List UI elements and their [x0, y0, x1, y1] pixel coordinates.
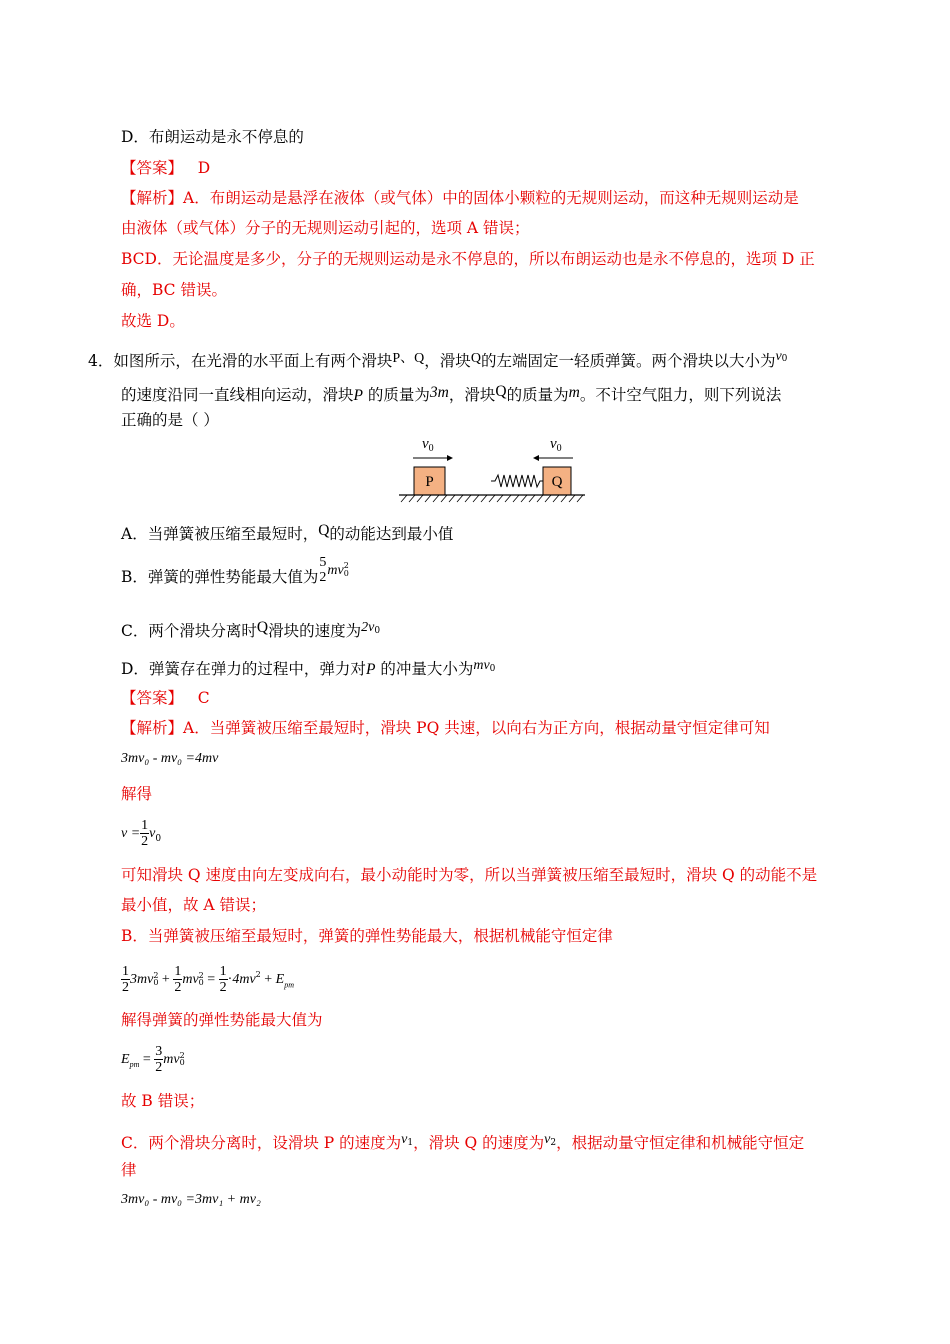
q3-option-d: D．布朗运动是永不停息的: [121, 128, 304, 146]
arrowhead-right: [447, 455, 453, 461]
q3-analysis-line5: 故选 D。: [121, 312, 185, 330]
equation-energy: $\frac{1}{2}$ 3mv 2 0 + $\frac{1}{2}$ mv 2 0 = $\frac{1}{2}$ $\cdot 4mv^2 + E_{pm}$: [122, 963, 294, 995]
ground-hatching: [401, 495, 583, 502]
answer-value: C: [197, 689, 210, 707]
block-p-label: P: [425, 474, 434, 490]
q4-analysis-b2: 故 B 错误；: [121, 1092, 205, 1110]
q4-stem-line2: 的速度沿同一直线相向运动，滑块P 的质量为3m，滑块Q的质量为m。不计空气阻力，则下列说法: [121, 383, 782, 404]
q4-stem-line1: 4．如图所示，在光滑的水平面上有两个滑块P、Q，滑块Q的左端固定一轻质弹簧。两个滑块以大小为$v_0$: [88, 349, 788, 370]
q3-analysis-line1: 【解析】A．布朗运动是悬浮在液体（或气体）中的固体小颗粒的无规则运动，而这种无规则运动是: [121, 189, 799, 207]
q4-answer: [121, 688, 210, 708]
q4-option-c: C．两个滑块分离时Q滑块的速度为$2v_0$: [121, 619, 381, 640]
q4-analysis-a: 【解析】A．当弹簧被压缩至最短时，滑块 PQ 共速，以向右为正方向，根据动量守恒定律可知: [121, 719, 770, 737]
question-number: 4．: [88, 352, 114, 370]
answer-label: 【答案】: [121, 159, 184, 177]
velocity-label-right: $v_0$: [550, 436, 562, 454]
solve-text-2: 解得弹簧的弹性势能最大值为: [121, 1011, 323, 1029]
analysis-label: 【解析】: [121, 719, 184, 737]
q3-analysis-line3: BCD．无论温度是多少，分子的无规则运动是永不停息的，所以布朗运动也是永不停息的，选项 D 正: [121, 250, 815, 268]
q4-analysis-a3: 最小值，故 A 错误；: [121, 896, 267, 914]
q4-option-b: B．弹簧的弹性势能最大值为 5 2 mv 2 0: [121, 555, 349, 586]
q4-analysis-c: C．两个滑块分离时，设滑块 P 的速度为$v_1$，滑块 Q 的速度为$v_2$，根据动量守恒定律和机械能守恒定: [121, 1132, 805, 1152]
block-q-label: Q: [551, 474, 563, 490]
answer-value: D: [197, 159, 211, 177]
answer-label: 【答案】: [121, 689, 184, 707]
q3-analysis-line4: 确，BC 错误。: [121, 281, 227, 299]
q4-option-a: A．当弹簧被压缩至最短时，Q的动能达到最小值: [121, 522, 454, 543]
fraction: 5 2: [319, 555, 327, 585]
q3-analysis-line2: 由液体（或气体）分子的无规则运动引起的，选项 A 错误；: [121, 219, 530, 237]
q4-option-d: D．弹簧存在弹力的过程中，弹力对P 的冲量大小为$mv_0$: [121, 658, 496, 678]
spring: [491, 475, 543, 487]
q3-answer: [121, 158, 210, 178]
q4-analysis-c2: 律: [121, 1161, 137, 1179]
sliders-diagram: [395, 432, 590, 507]
arrowhead-left: [533, 455, 539, 461]
velocity-label-left: $v_0$: [422, 436, 434, 454]
q4-analysis-b: B．当弹簧被压缩至最短时，弹簧的弹性势能最大，根据机械能守恒定律: [121, 927, 613, 945]
analysis-label: 【解析】: [121, 189, 184, 207]
q4-analysis-a2: 可知滑块 Q 速度由向左变成向右，最小动能时为零，所以当弹簧被压缩至最短时，滑块 Q 的动能不是: [121, 866, 818, 884]
solve-text-1: 解得: [121, 785, 153, 803]
q4-stem-line3: 正确的是（ ）: [121, 411, 219, 429]
equation-momentum-1: 3mv₀ - mv₀ =4mv: [121, 751, 219, 766]
equation-max-energy: $E_{pm}$ = $\frac{3}{2}$ mv 2 0: [121, 1043, 185, 1075]
equation-common-velocity: v = $\frac{1}{2}$ $v_0$: [121, 817, 162, 849]
equation-momentum-2: 3mv₀ - mv₀ =3mv₁ + mv₂: [121, 1192, 261, 1207]
